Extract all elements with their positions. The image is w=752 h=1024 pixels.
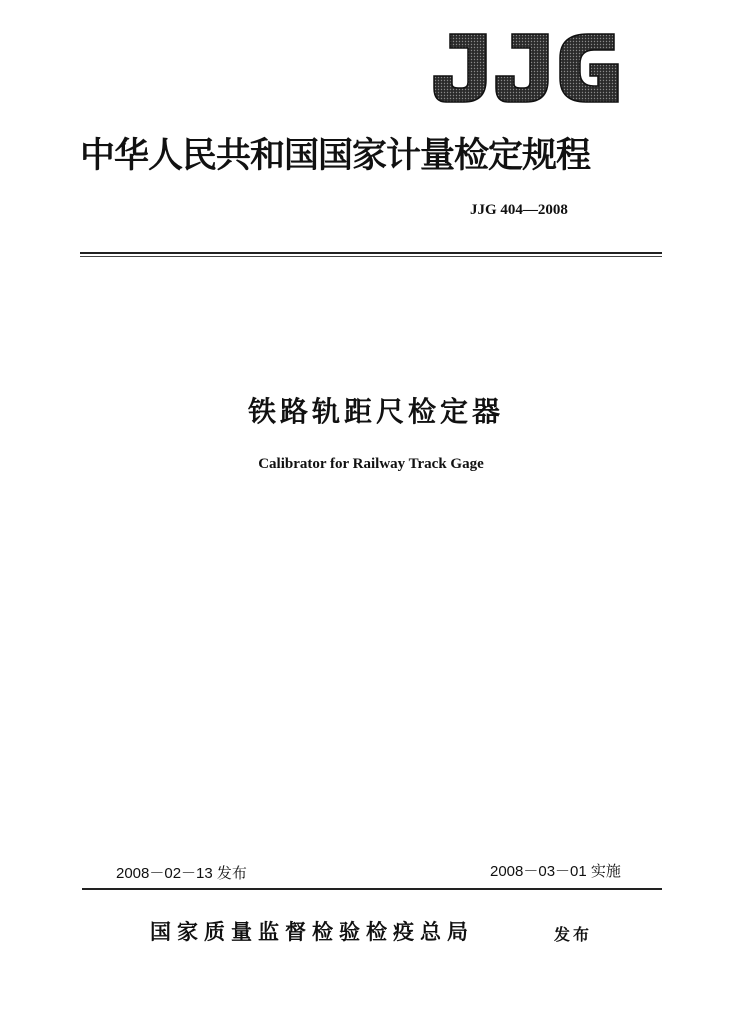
footer-divider (82, 888, 662, 890)
jjg-logo (428, 28, 624, 108)
regulation-series-title: 中华人民共和国国家计量检定规程 (80, 135, 591, 176)
publisher-name: 国家质量监督检验检疫总局 (150, 919, 474, 944)
header-divider-thin (80, 256, 662, 257)
effective-date: 2008－03－01 实施 (490, 863, 621, 880)
document-title-english: Calibrator for Railway Track Gage (258, 456, 484, 472)
publisher-suffix: 发布 (554, 925, 593, 944)
regulation-code: JJG 404—2008 (470, 202, 568, 218)
header-divider (80, 252, 662, 254)
issue-date: 2008－02－13 发布 (116, 865, 247, 882)
document-title-chinese: 铁路轨距尺检定器 (247, 395, 504, 428)
